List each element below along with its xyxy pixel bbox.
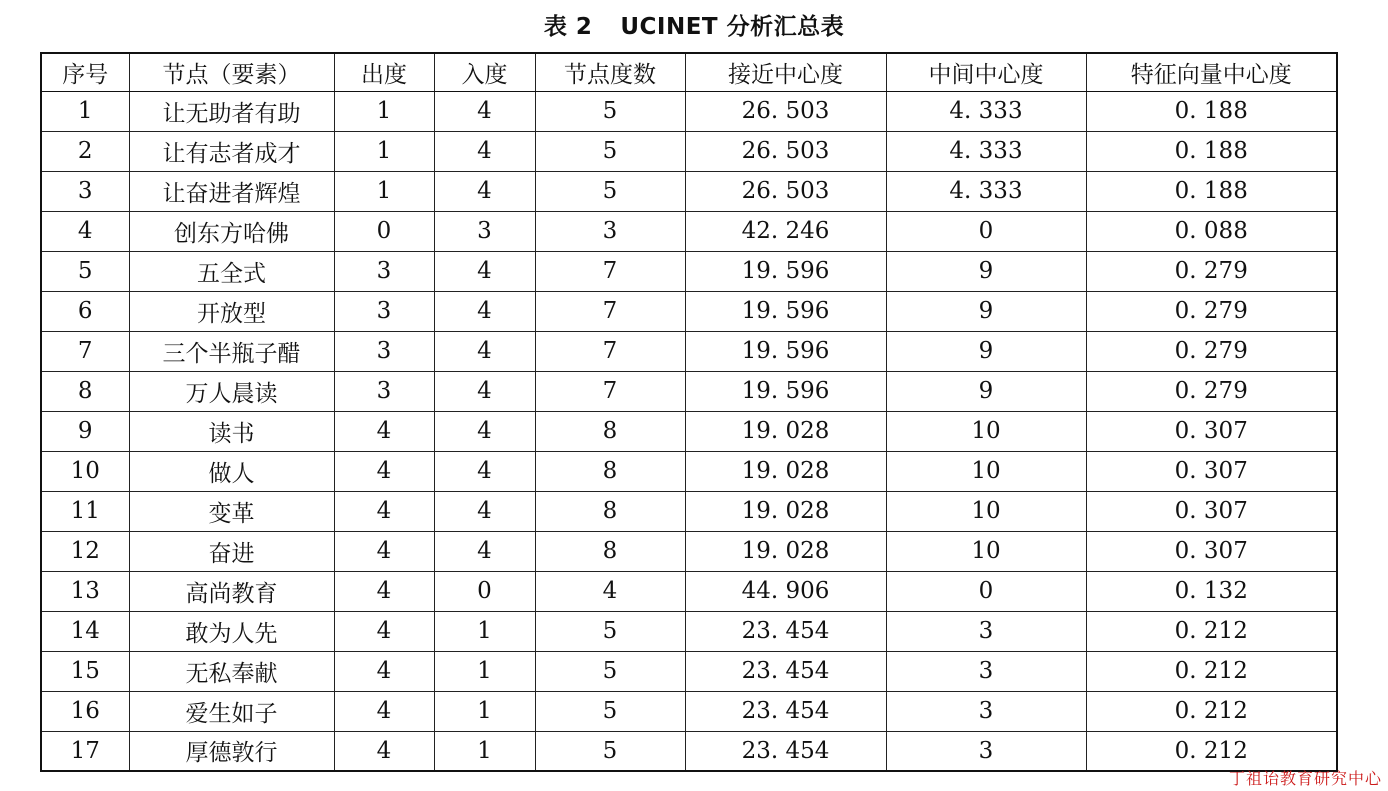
cell-node: 让有志者成才 — [129, 131, 334, 171]
cell-index: 13 — [41, 571, 129, 611]
table-row — [41, 251, 1337, 291]
cell-out-degree: 4 — [334, 531, 434, 571]
table-row — [41, 531, 1337, 571]
cell-node: 做人 — [129, 451, 334, 491]
cell-eigenvector: 0. 279 — [1086, 291, 1337, 331]
cell-betweenness: 9 — [886, 291, 1086, 331]
cell-node: 三个半瓶子醋 — [129, 331, 334, 371]
cell-out-degree: 4 — [334, 411, 434, 451]
cell-index: 14 — [41, 611, 129, 651]
table-number: 表 2 — [543, 14, 593, 40]
cell-node: 高尚教育 — [129, 571, 334, 611]
cell-in-degree: 0 — [434, 571, 535, 611]
cell-node: 创东方哈佛 — [129, 211, 334, 251]
cell-out-degree: 4 — [334, 651, 434, 691]
cell-in-degree: 4 — [434, 131, 535, 171]
table-row — [41, 171, 1337, 211]
cell-node: 变革 — [129, 491, 334, 531]
cell-closeness: 19. 028 — [685, 451, 886, 491]
table-header — [41, 53, 1337, 91]
cell-node-degree: 4 — [535, 571, 685, 611]
cell-node-degree: 5 — [535, 651, 685, 691]
cell-betweenness: 3 — [886, 611, 1086, 651]
cell-in-degree: 4 — [434, 411, 535, 451]
cell-in-degree: 4 — [434, 451, 535, 491]
cell-betweenness: 9 — [886, 251, 1086, 291]
cell-node-degree: 7 — [535, 251, 685, 291]
cell-index: 11 — [41, 491, 129, 531]
cell-out-degree: 4 — [334, 451, 434, 491]
header-cell-out-degree: 出度 — [334, 53, 434, 91]
cell-in-degree: 4 — [434, 251, 535, 291]
cell-out-degree: 4 — [334, 571, 434, 611]
cell-out-degree: 1 — [334, 131, 434, 171]
header-cell-node-degree: 节点度数 — [535, 53, 685, 91]
cell-out-degree: 4 — [334, 731, 434, 771]
cell-out-degree: 3 — [334, 291, 434, 331]
table-row — [41, 291, 1337, 331]
table-row — [41, 691, 1337, 731]
cell-betweenness: 0 — [886, 571, 1086, 611]
cell-index: 3 — [41, 171, 129, 211]
cell-betweenness: 3 — [886, 731, 1086, 771]
cell-closeness: 23. 454 — [685, 731, 886, 771]
cell-eigenvector: 0. 307 — [1086, 451, 1337, 491]
cell-node-degree: 7 — [535, 371, 685, 411]
table-row — [41, 131, 1337, 171]
cell-index: 2 — [41, 131, 129, 171]
cell-eigenvector: 0. 307 — [1086, 531, 1337, 571]
cell-in-degree: 4 — [434, 91, 535, 131]
cell-node-degree: 3 — [535, 211, 685, 251]
table-row — [41, 411, 1337, 451]
cell-betweenness: 3 — [886, 691, 1086, 731]
cell-node: 爱生如子 — [129, 691, 334, 731]
header-cell-in-degree: 入度 — [434, 53, 535, 91]
cell-eigenvector: 0. 307 — [1086, 411, 1337, 451]
cell-index: 15 — [41, 651, 129, 691]
cell-node-degree: 5 — [535, 171, 685, 211]
watermark-text: 丁祖诒教育研究中心 — [1228, 769, 1382, 788]
cell-out-degree: 3 — [334, 371, 434, 411]
cell-out-degree: 1 — [334, 171, 434, 211]
cell-closeness: 44. 906 — [685, 571, 886, 611]
header-cell-betweenness: 中间中心度 — [886, 53, 1086, 91]
cell-node-degree: 7 — [535, 291, 685, 331]
cell-out-degree: 3 — [334, 251, 434, 291]
cell-betweenness: 4. 333 — [886, 91, 1086, 131]
cell-eigenvector: 0. 212 — [1086, 611, 1337, 651]
cell-node: 五全式 — [129, 251, 334, 291]
cell-betweenness: 3 — [886, 651, 1086, 691]
cell-index: 10 — [41, 451, 129, 491]
cell-closeness: 19. 596 — [685, 251, 886, 291]
cell-node: 读书 — [129, 411, 334, 451]
cell-node-degree: 7 — [535, 331, 685, 371]
cell-out-degree: 3 — [334, 331, 434, 371]
cell-closeness: 19. 028 — [685, 531, 886, 571]
cell-closeness: 26. 503 — [685, 131, 886, 171]
cell-node-degree: 8 — [535, 411, 685, 451]
table-row — [41, 331, 1337, 371]
table-row — [41, 651, 1337, 691]
cell-closeness: 19. 028 — [685, 411, 886, 451]
cell-index: 9 — [41, 411, 129, 451]
cell-in-degree: 1 — [434, 731, 535, 771]
cell-betweenness: 10 — [886, 491, 1086, 531]
table-row — [41, 491, 1337, 531]
cell-eigenvector: 0. 132 — [1086, 571, 1337, 611]
cell-node: 奋进 — [129, 531, 334, 571]
cell-closeness: 23. 454 — [685, 651, 886, 691]
cell-node: 开放型 — [129, 291, 334, 331]
cell-eigenvector: 0. 212 — [1086, 651, 1337, 691]
cell-in-degree: 1 — [434, 691, 535, 731]
cell-closeness: 19. 596 — [685, 291, 886, 331]
cell-node: 厚德敦行 — [129, 731, 334, 771]
cell-in-degree: 4 — [434, 291, 535, 331]
cell-in-degree: 1 — [434, 611, 535, 651]
cell-betweenness: 9 — [886, 331, 1086, 371]
cell-out-degree: 0 — [334, 211, 434, 251]
cell-eigenvector: 0. 188 — [1086, 171, 1337, 211]
cell-node-degree: 5 — [535, 691, 685, 731]
cell-closeness: 23. 454 — [685, 691, 886, 731]
cell-index: 16 — [41, 691, 129, 731]
cell-node: 万人晨读 — [129, 371, 334, 411]
cell-closeness: 26. 503 — [685, 91, 886, 131]
cell-in-degree: 1 — [434, 651, 535, 691]
cell-node: 无私奉献 — [129, 651, 334, 691]
cell-closeness: 26. 503 — [685, 171, 886, 211]
table-body — [41, 91, 1337, 771]
cell-node-degree: 5 — [535, 91, 685, 131]
cell-index: 8 — [41, 371, 129, 411]
cell-eigenvector: 0. 212 — [1086, 691, 1337, 731]
cell-node: 敢为人先 — [129, 611, 334, 651]
header-cell-closeness: 接近中心度 — [685, 53, 886, 91]
cell-in-degree: 4 — [434, 491, 535, 531]
cell-closeness: 19. 596 — [685, 371, 886, 411]
cell-node-degree: 8 — [535, 531, 685, 571]
cell-closeness: 19. 596 — [685, 331, 886, 371]
cell-eigenvector: 0. 279 — [1086, 371, 1337, 411]
cell-index: 17 — [41, 731, 129, 771]
cell-index: 6 — [41, 291, 129, 331]
cell-node: 让无助者有助 — [129, 91, 334, 131]
cell-in-degree: 4 — [434, 171, 535, 211]
cell-node: 让奋进者辉煌 — [129, 171, 334, 211]
header-cell-eigenvector: 特征向量中心度 — [1086, 53, 1337, 91]
cell-node-degree: 5 — [535, 131, 685, 171]
cell-index: 1 — [41, 91, 129, 131]
cell-node-degree: 8 — [535, 491, 685, 531]
table-caption — [0, 8, 1388, 41]
cell-node-degree: 8 — [535, 451, 685, 491]
cell-betweenness: 10 — [886, 451, 1086, 491]
table-row — [41, 571, 1337, 611]
ucinet-summary-table — [40, 52, 1338, 772]
cell-closeness: 19. 028 — [685, 491, 886, 531]
table-row — [41, 731, 1337, 771]
cell-betweenness: 10 — [886, 411, 1086, 451]
cell-index: 7 — [41, 331, 129, 371]
header-row — [41, 53, 1337, 91]
cell-in-degree: 4 — [434, 531, 535, 571]
cell-betweenness: 10 — [886, 531, 1086, 571]
cell-closeness: 23. 454 — [685, 611, 886, 651]
cell-out-degree: 4 — [334, 491, 434, 531]
cell-node-degree: 5 — [535, 731, 685, 771]
cell-in-degree: 4 — [434, 371, 535, 411]
cell-betweenness: 4. 333 — [886, 131, 1086, 171]
cell-eigenvector: 0. 188 — [1086, 91, 1337, 131]
cell-index: 12 — [41, 531, 129, 571]
table-row — [41, 91, 1337, 131]
cell-betweenness: 0 — [886, 211, 1086, 251]
cell-eigenvector: 0. 212 — [1086, 731, 1337, 771]
cell-betweenness: 4. 333 — [886, 171, 1086, 211]
table-title: UCINET 分析汇总表 — [620, 14, 845, 40]
cell-in-degree: 3 — [434, 211, 535, 251]
table-row — [41, 211, 1337, 251]
cell-eigenvector: 0. 088 — [1086, 211, 1337, 251]
cell-index: 4 — [41, 211, 129, 251]
cell-eigenvector: 0. 279 — [1086, 251, 1337, 291]
cell-betweenness: 9 — [886, 371, 1086, 411]
cell-node-degree: 5 — [535, 611, 685, 651]
cell-index: 5 — [41, 251, 129, 291]
table-row — [41, 371, 1337, 411]
cell-out-degree: 4 — [334, 691, 434, 731]
cell-out-degree: 4 — [334, 611, 434, 651]
cell-eigenvector: 0. 307 — [1086, 491, 1337, 531]
cell-in-degree: 4 — [434, 331, 535, 371]
table-row — [41, 451, 1337, 491]
cell-closeness: 42. 246 — [685, 211, 886, 251]
cell-eigenvector: 0. 279 — [1086, 331, 1337, 371]
header-cell-node: 节点（要素） — [129, 53, 334, 91]
table-row — [41, 611, 1337, 651]
cell-eigenvector: 0. 188 — [1086, 131, 1337, 171]
header-cell-index: 序号 — [41, 53, 129, 91]
cell-out-degree: 1 — [334, 91, 434, 131]
